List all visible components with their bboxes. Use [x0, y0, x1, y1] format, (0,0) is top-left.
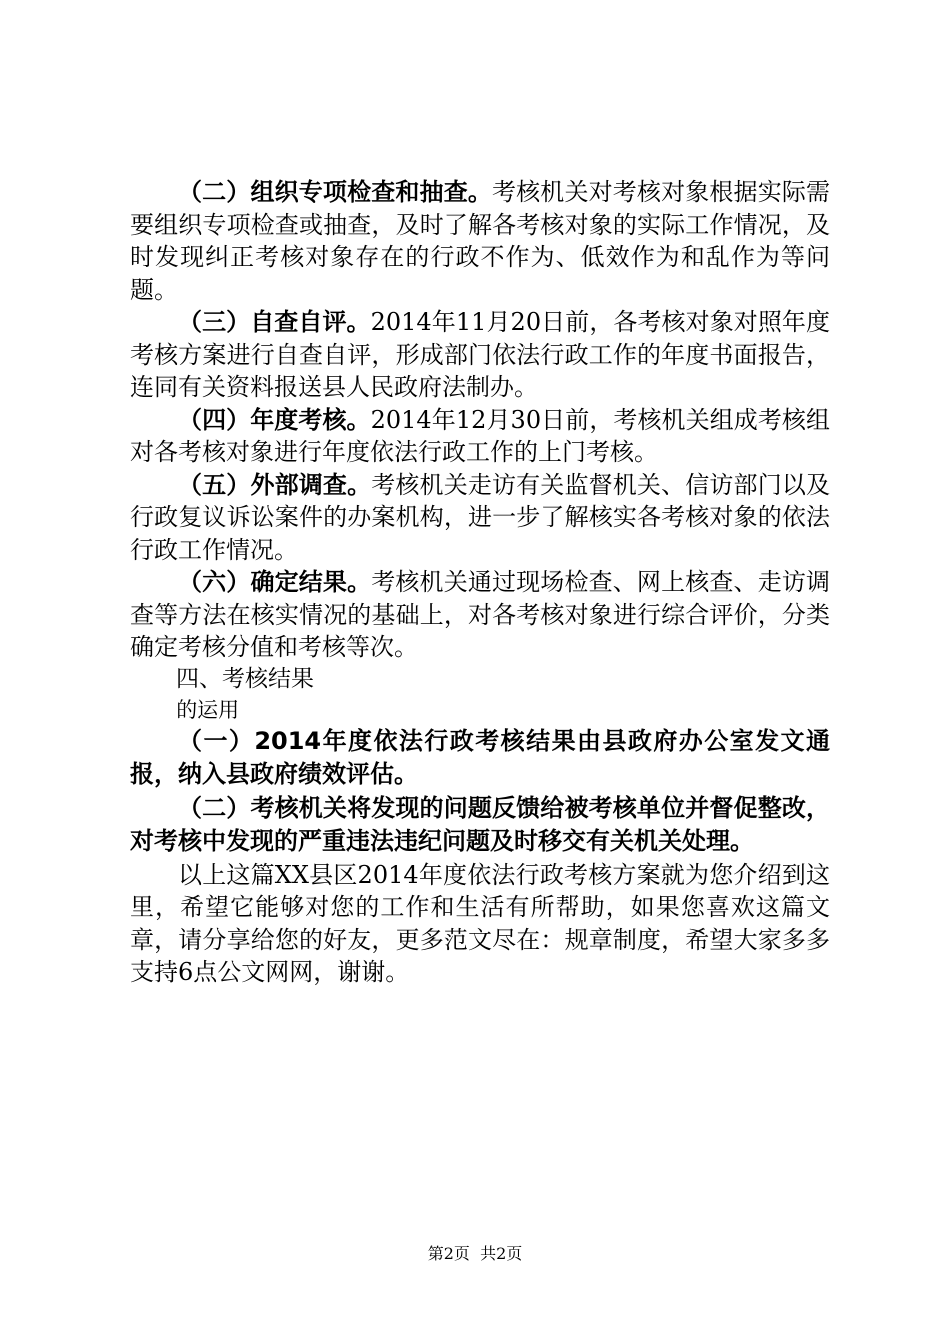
section-heading: 四、考核结果	[176, 665, 314, 692]
result-item-1: （一）2014年度依法行政考核结果由县政府办公室发文通报，纳入县政府绩效评估。	[130, 726, 830, 788]
paragraph-lead: （六）确定结果。	[178, 568, 372, 596]
page-footer: 第2页 共2页	[427, 1244, 523, 1263]
paragraph-body: 2014年11月20日前，各考核对象对照年度考核方案进行自查自评，形成部门依法行政工作的年度书面报告，连同有关资料报送县人民政府法制办。	[130, 308, 831, 401]
paragraph-body: 2014年12月30日前，考核机关组成考核组对各考核对象进行年度依法行政工作的上门考核。	[130, 405, 831, 466]
paragraph-external-survey	[130, 469, 830, 567]
paragraph-determine-results	[130, 566, 830, 664]
paragraph-lead: （三）自查自评。	[178, 308, 371, 336]
paragraph-self-assessment	[130, 306, 830, 404]
paragraph-lead: （四）年度考核。	[178, 405, 371, 434]
document-body	[130, 176, 830, 989]
paragraph-special-inspection	[130, 176, 830, 306]
paragraph-lead: （二）组织专项检查和抽查。	[178, 178, 492, 206]
closing-paragraph: 以上这篇XX县区2014年度依法行政考核方案就为您介绍到这里，希望它能够对您的工作和生活有所帮助，如果您喜欢这篇文章，请分享给您的好友，更多范文尽在：规章制度，希望大家多多支持6点公文网网，谢谢。	[130, 860, 830, 986]
paragraph-annual-assessment	[130, 404, 830, 469]
paragraph-body: 考核机关对考核对象根据实际需要组织专项检查或抽查，及时了解各考核对象的实际工作情况，及时发现纠正考核对象存在的行政不作为、低效作为和乱作为等问题。	[130, 178, 830, 304]
section-subheading: 的运用	[176, 697, 240, 722]
paragraph-body: 考核机关走访有关监督机关、信访部门以及行政复议诉讼案件的办案机构，进一步了解核实各考核对象的依法行政工作情况。	[130, 470, 831, 564]
result-item-2: （二）考核机关将发现的问题反馈给被考核单位并督促整改，对考核中发现的严重违法违纪问题及时移交有关机关处理。	[130, 793, 830, 855]
paragraph-body: 考核机关通过现场检查、网上核查、走访调查等方法在核实情况的基础上，对各考核对象进行综合评价，分类确定考核分值和考核等次。	[130, 568, 831, 661]
paragraph-lead: （五）外部调查。	[178, 470, 372, 499]
